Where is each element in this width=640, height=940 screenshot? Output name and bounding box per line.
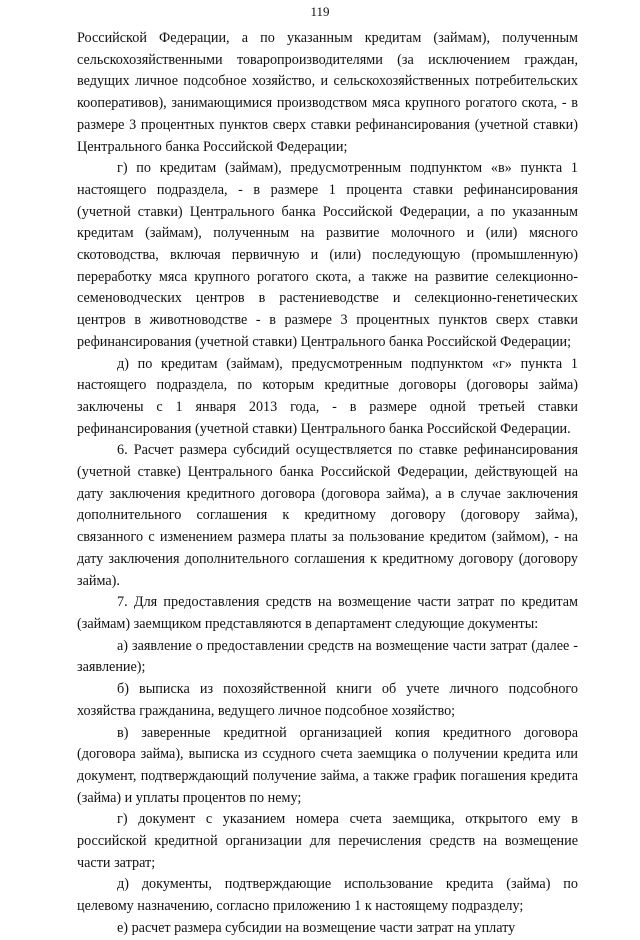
paragraph-doc-b: б) выписка из похозяйственной книги об учете личного подсобного хозяйства гражданина, ведущего личное подсобное хозяйство;: [77, 681, 578, 719]
paragraph-doc-g: г) документ с указанием номера счета заемщика, открытого ему в российской кредитной организации для перечисления средств на возмещение части затрат;: [77, 811, 578, 871]
paragraph-point-6: 6. Расчет размера субсидий осуществляется по ставке рефинансирования (учетной ставке) Центрального банка Российской Федерации, действующей на дату заключения кредитного договора (договора займа), а в случае заключения дополнительного соглашения к кредитному договору (договору займа), связанного с изменением размера платы за пользование кредитом (займом), - на дату заключения дополнительного соглашения к кредитному договору (договору займа).: [77, 442, 578, 589]
paragraph-point-7: 7. Для предоставления средств на возмещение части затрат по кредитам (займам) заемщиком представляются в департамент следующие документы:: [77, 594, 578, 632]
paragraph-item-d: д) по кредитам (займам), предусмотренным подпунктом «г» пункта 1 настоящего подраздела, по которым кредитные договоры (договоры займа) заключены с 1 января 2013 года, - в размере одной третьей ставки рефинансирования (учетной ставки) Центрального банка Российской Федерации.: [77, 355, 578, 437]
paragraph-doc-v: в) заверенные кредитной организацией копия кредитного договора (договора займа), выписка из ссудного счета заемщика о получении кредита или документ, подтверждающий получение займа, а также график погашения кредита (займа) и уплаты процентов по нему;: [77, 724, 578, 806]
paragraph-doc-e: е) расчет размера субсидии на возмещение части затрат на уплату: [117, 919, 516, 936]
document-body: [77, 28, 578, 940]
paragraph-continuation: Российской Федерации, а по указанным кредитам (займам), полученным сельскохозяйственными товаропроизводителями (за исключением граждан, ведущих личное подсобное хозяйство, и сельскохозяйственных потребительских кооперативов), занимающимися производством мяса крупного рогатого скота, - в размере 3 процентных пунктов сверх ставки рефинансирования (учетной ставки) Центрального банка Российской Федерации;: [77, 30, 578, 155]
paragraph-doc-a: а) заявление о предоставлении средств на возмещение части затрат (далее - заявление);: [77, 637, 578, 676]
paragraph-doc-d: д) документы, подтверждающие использование кредита (займа) по целевому назначению, согласно приложению 1 к настоящему подразделу;: [77, 876, 578, 915]
paragraph-item-g: г) по кредитам (займам), предусмотренным подпунктом «в» пункта 1 настоящего подраздела, - в размере 1 процента ставки рефинансирования (учетной ставки) Центрального банка Российской Федерации, а по указанным кредитам (займам), полученным на развитие молочного и (или) мясного скотоводства, включая первичную и (или) последующую (промышленную) переработку мяса крупного рогатого скота, а также на развитие селекционно-семеноводческих центров в растениеводстве и селекционно-генетических центров в животноводстве - в размере 3 процентных пунктов сверх ставки рефинансирования (учетной ставки) Центрального банка Российской Федерации;: [77, 160, 578, 350]
page-number: 119: [310, 4, 330, 19]
